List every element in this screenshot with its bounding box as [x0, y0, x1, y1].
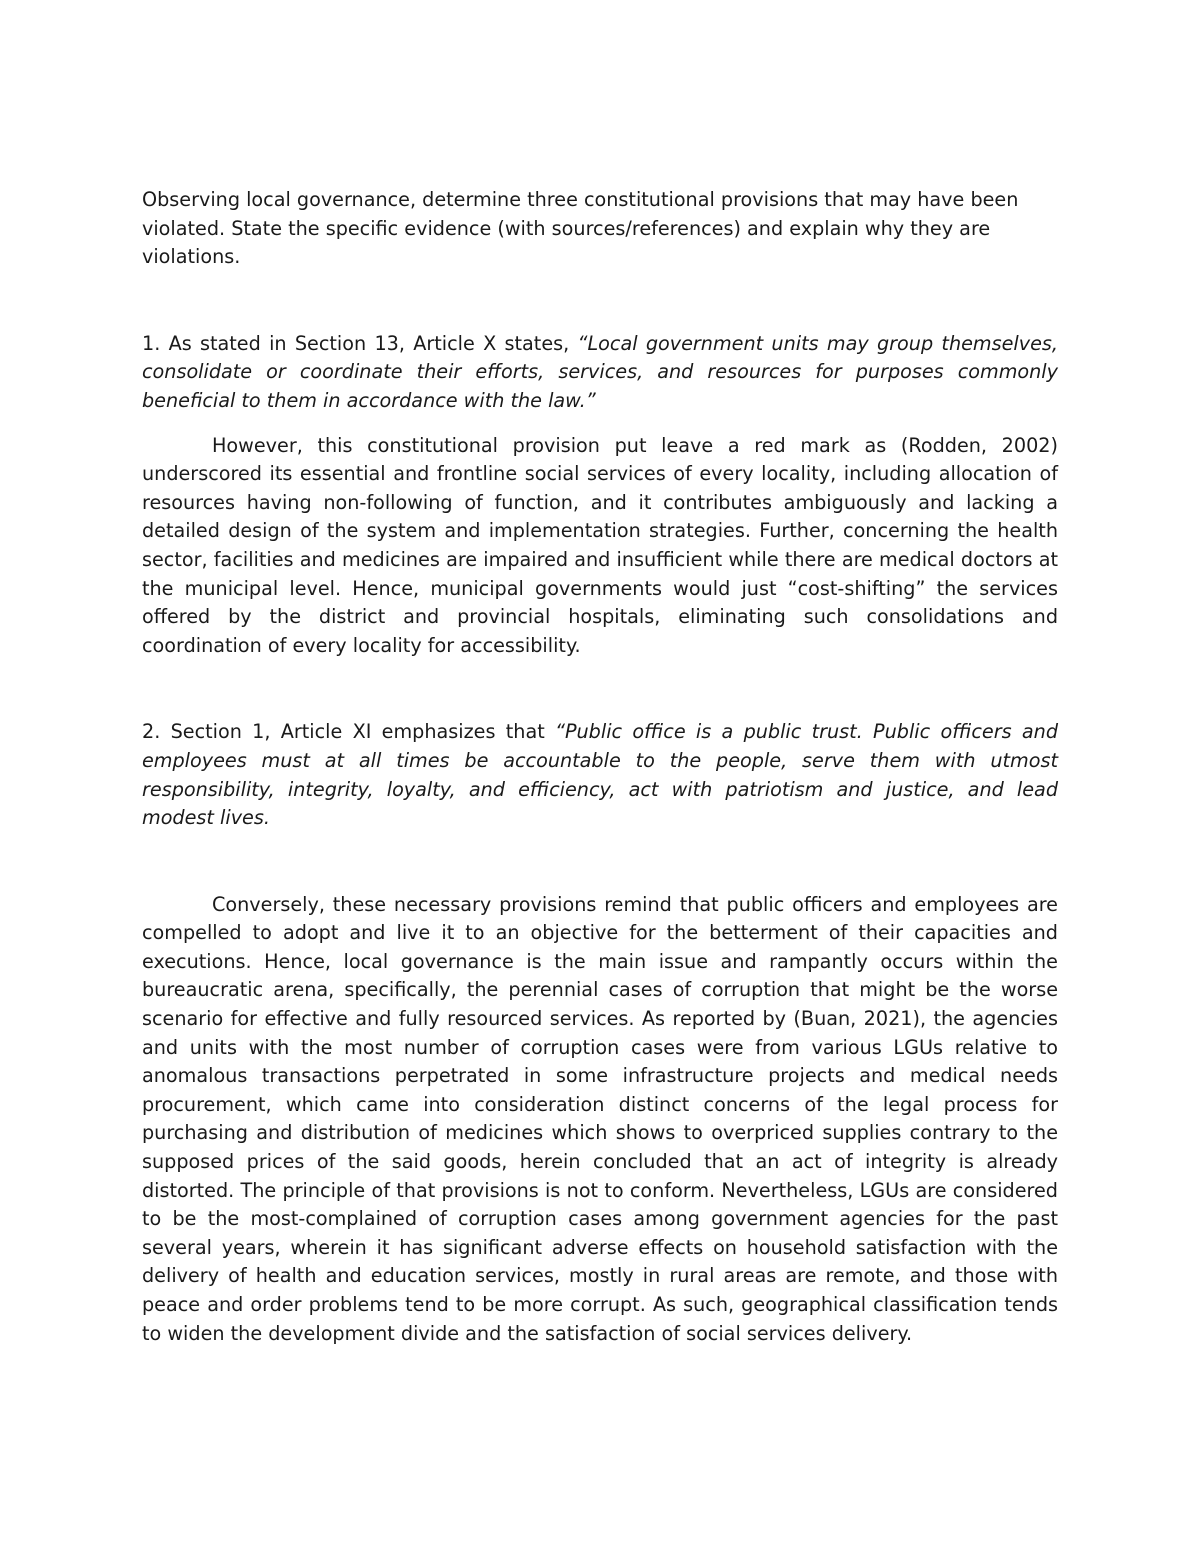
provision-quote-2: “Public office is a public trust. Public officers and employees must at all times be accountable to the people, serve them with utmost responsibility, integrity, loyalty, and efficiency, act with patriotism and justice, and lead modest lives.: [142, 720, 1059, 830]
provision-heading-2: [142, 718, 1058, 832]
document-body: [142, 186, 1058, 1348]
assignment-prompt: Observing local governance, determine three constitutional provisions that may have been violated. State the specific evidence (with sources/references) and explain why they are violations.: [142, 188, 1019, 269]
analysis-paragraph-1: However, this constitutional provision put leave a red mark as (Rodden, 2002) underscored its essential and frontline social services of every locality, including allocation of resources having non-following of function, and it contributes ambiguously and lacking a detailed design of the system and implementation strategies. Further, concerning the health sector, facilities and medicines are impaired and insufficient while there are medical doctors at the municipal level. Hence, municipal governments would just “cost-shifting” the services offered by the district and provincial hospitals, eliminating such consolidations and coordination of every locality for accessibility.: [142, 433, 1058, 657]
provision-intro-1: 1. As stated in Section 13, Article X states,: [142, 331, 578, 355]
provision-quote-1: “Local government units may group themselves, consolidate or coordinate their efforts, services, and resources for purposes commonly beneficial to them in accordance with the law.”: [142, 331, 1058, 412]
provision-heading-1: [142, 330, 1058, 416]
analysis-paragraph-2: Conversely, these necessary provisions remind that public officers and employees are compelled to adopt and live it to an objective for the betterment of their capacities and executions. Hence, local governance is the main issue and rampantly occurs within the bureaucratic arena, specifically, the perennial cases of corruption that might be the worse scenario for effective and fully resourced services. As reported by (Buan, 2021), the agencies and units with the most number of corruption cases were from various LGUs relative to anomalous transactions perpetrated in some infrastructure projects and medical needs procurement, which came into consideration distinct concerns of the legal process for purchasing and distribution of medicines which shows to overpriced supplies contrary to the supposed prices of the said goods, herein concluded that an act of integrity is already distorted. The principle of that provisions is not to conform. Nevertheless, LGUs are considered to be the most-complained of corruption cases among government agencies for the past several years, wherein it has significant adverse effects on household satisfaction with the delivery of health and education services, mostly in rural areas are remote, and those with peace and order problems tend to be more corrupt. As such, geographical classification tends to widen the development divide and the satisfaction of social services delivery.: [142, 892, 1058, 1345]
provision-intro-2: 2. Section 1, Article XI emphasizes that: [142, 720, 556, 744]
